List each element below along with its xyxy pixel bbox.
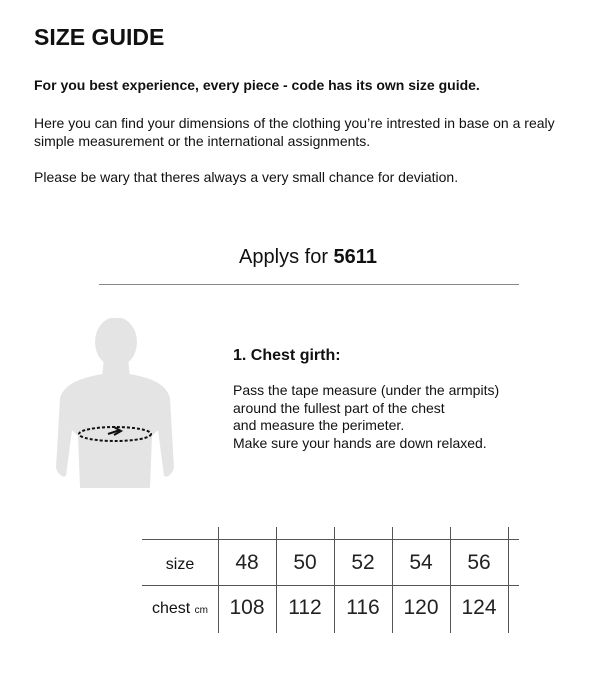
- instruction-line: Pass the tape measure (under the armpits): [233, 382, 500, 398]
- size-cell: 54: [409, 551, 433, 574]
- size-row-label: size: [165, 556, 195, 573]
- size-cell: 56: [467, 551, 491, 574]
- section-divider: [99, 284, 519, 285]
- measurement-title: 1. Chest girth:: [233, 347, 341, 364]
- table-column-rule: [508, 527, 509, 633]
- measurement-instructions: [233, 382, 553, 452]
- product-code: 5611: [333, 246, 377, 268]
- chest-cell: 124: [461, 596, 497, 619]
- chest-cell: 108: [229, 596, 265, 619]
- size-cell: 52: [351, 551, 375, 574]
- chest-unit: cm: [194, 605, 209, 616]
- instruction-line: Make sure your hands are down relaxed.: [233, 434, 487, 451]
- table-top-rule: [142, 539, 519, 540]
- instruction-line: and measure the perimeter.: [233, 417, 405, 433]
- chest-cell: 116: [346, 596, 380, 619]
- deviation-note: Please be wary that theres always a very small chance for deviation.: [34, 169, 459, 185]
- chest-cell: 120: [403, 596, 439, 619]
- intro-paragraph: Here you can find your dimensions of the clothing you’re intrested in base on a realy simple measurement or the international assignments.: [34, 115, 555, 149]
- chest-row-label: [142, 600, 218, 618]
- size-cell: 50: [293, 551, 317, 574]
- applies-heading: [0, 246, 600, 269]
- applies-prefix: Applys for: [239, 246, 328, 268]
- lead-text: For you best experience, every piece - code has its own size guide.: [34, 77, 480, 93]
- page-title: SIZE GUIDE: [34, 24, 165, 50]
- size-table: [142, 527, 519, 633]
- chest-cell: 112: [288, 596, 322, 619]
- torso-chest-measure-icon: [50, 318, 178, 494]
- chest-label: chest: [151, 600, 191, 617]
- size-cell: 48: [235, 551, 259, 574]
- table-middle-rule: [142, 585, 519, 586]
- instruction-line: around the fullest part of the chest: [233, 399, 445, 416]
